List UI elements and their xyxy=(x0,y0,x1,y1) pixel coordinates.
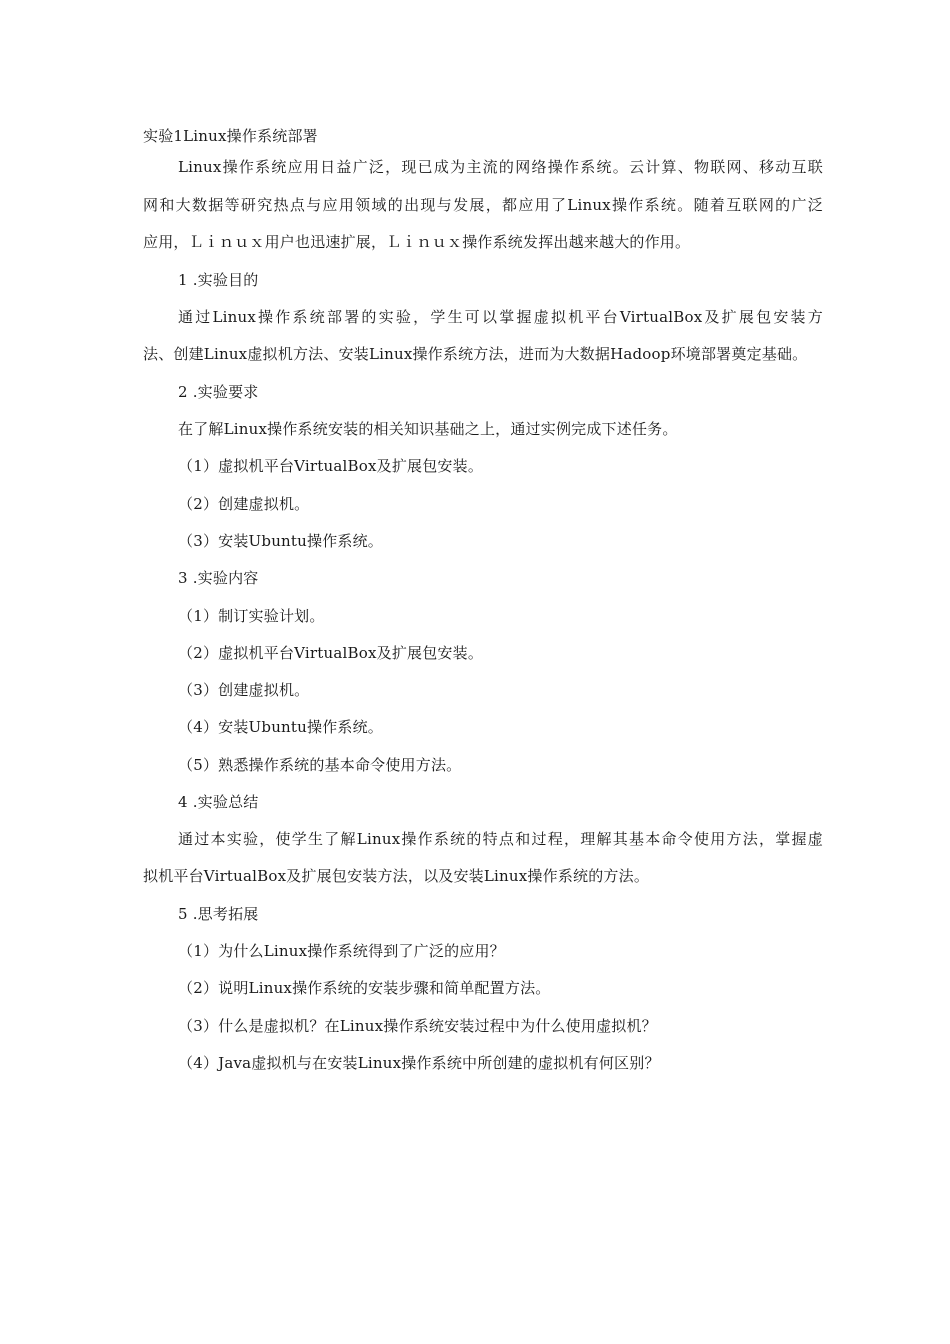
list-item: （1）制订实验计划。 xyxy=(178,607,325,625)
intro-line: Linux操作系统应用日益广泛，现已成为主流的网络操作系统。云计算、物联网、移动互联 xyxy=(178,158,823,176)
list-item: （5）熟悉操作系统的基本命令使用方法。 xyxy=(178,756,462,774)
list-item: （3）创建虚拟机。 xyxy=(178,681,310,699)
section-heading: 5 .思考拓展 xyxy=(178,905,259,923)
list-item: （1）为什么Linux操作系统得到了广泛的应用？ xyxy=(178,942,505,960)
section-heading: 3 .实验内容 xyxy=(178,569,259,587)
paragraph-line: 拟机平台VirtualBox及扩展包安装方法，以及安装Linux操作系统的方法。 xyxy=(143,867,650,885)
list-item: （4）安装Ubuntu操作系统。 xyxy=(178,718,383,736)
intro-line: 应用，Ｌｉｎｕｘ用户也迅速扩展，Ｌｉｎｕｘ操作系统发挥出越来越大的作用。 xyxy=(143,233,691,251)
list-item: （1）虚拟机平台VirtualBox及扩展包安装。 xyxy=(178,457,484,475)
page-title: 实验1Linux操作系统部署 xyxy=(143,127,318,145)
section-heading: 2 .实验要求 xyxy=(178,383,259,401)
list-item: （2）说明Linux操作系统的安装步骤和简单配置方法。 xyxy=(178,979,551,997)
list-item: （2）创建虚拟机。 xyxy=(178,495,310,513)
section-heading: 1 .实验目的 xyxy=(178,271,259,289)
list-item: （3）什么是虚拟机？在Linux操作系统安装过程中为什么使用虚拟机？ xyxy=(178,1017,657,1035)
list-item: （2）虚拟机平台VirtualBox及扩展包安装。 xyxy=(178,644,484,662)
paragraph-line: 在了解Linux操作系统安装的相关知识基础之上，通过实例完成下述任务。 xyxy=(178,420,678,438)
section-heading: 4 .实验总结 xyxy=(178,793,259,811)
list-item: （3）安装Ubuntu操作系统。 xyxy=(178,532,383,550)
paragraph-line: 法、创建Linux虚拟机方法、安装Linux操作系统方法，进而为大数据Hadoop环境部署奠定基础。 xyxy=(143,345,808,363)
list-item: （4）Java虚拟机与在安装Linux操作系统中所创建的虚拟机有何区别？ xyxy=(178,1054,660,1072)
intro-line: 网和大数据等研究热点与应用领域的出现与发展，都应用了Linux操作系统。随着互联网的广泛 xyxy=(143,196,823,214)
paragraph-line: 通过本实验，使学生了解Linux操作系统的特点和过程，理解其基本命令使用方法，掌握虚 xyxy=(178,830,823,848)
paragraph-line: 通过Linux操作系统部署的实验，学生可以掌握虚拟机平台VirtualBox及扩展包安装方 xyxy=(178,308,823,326)
